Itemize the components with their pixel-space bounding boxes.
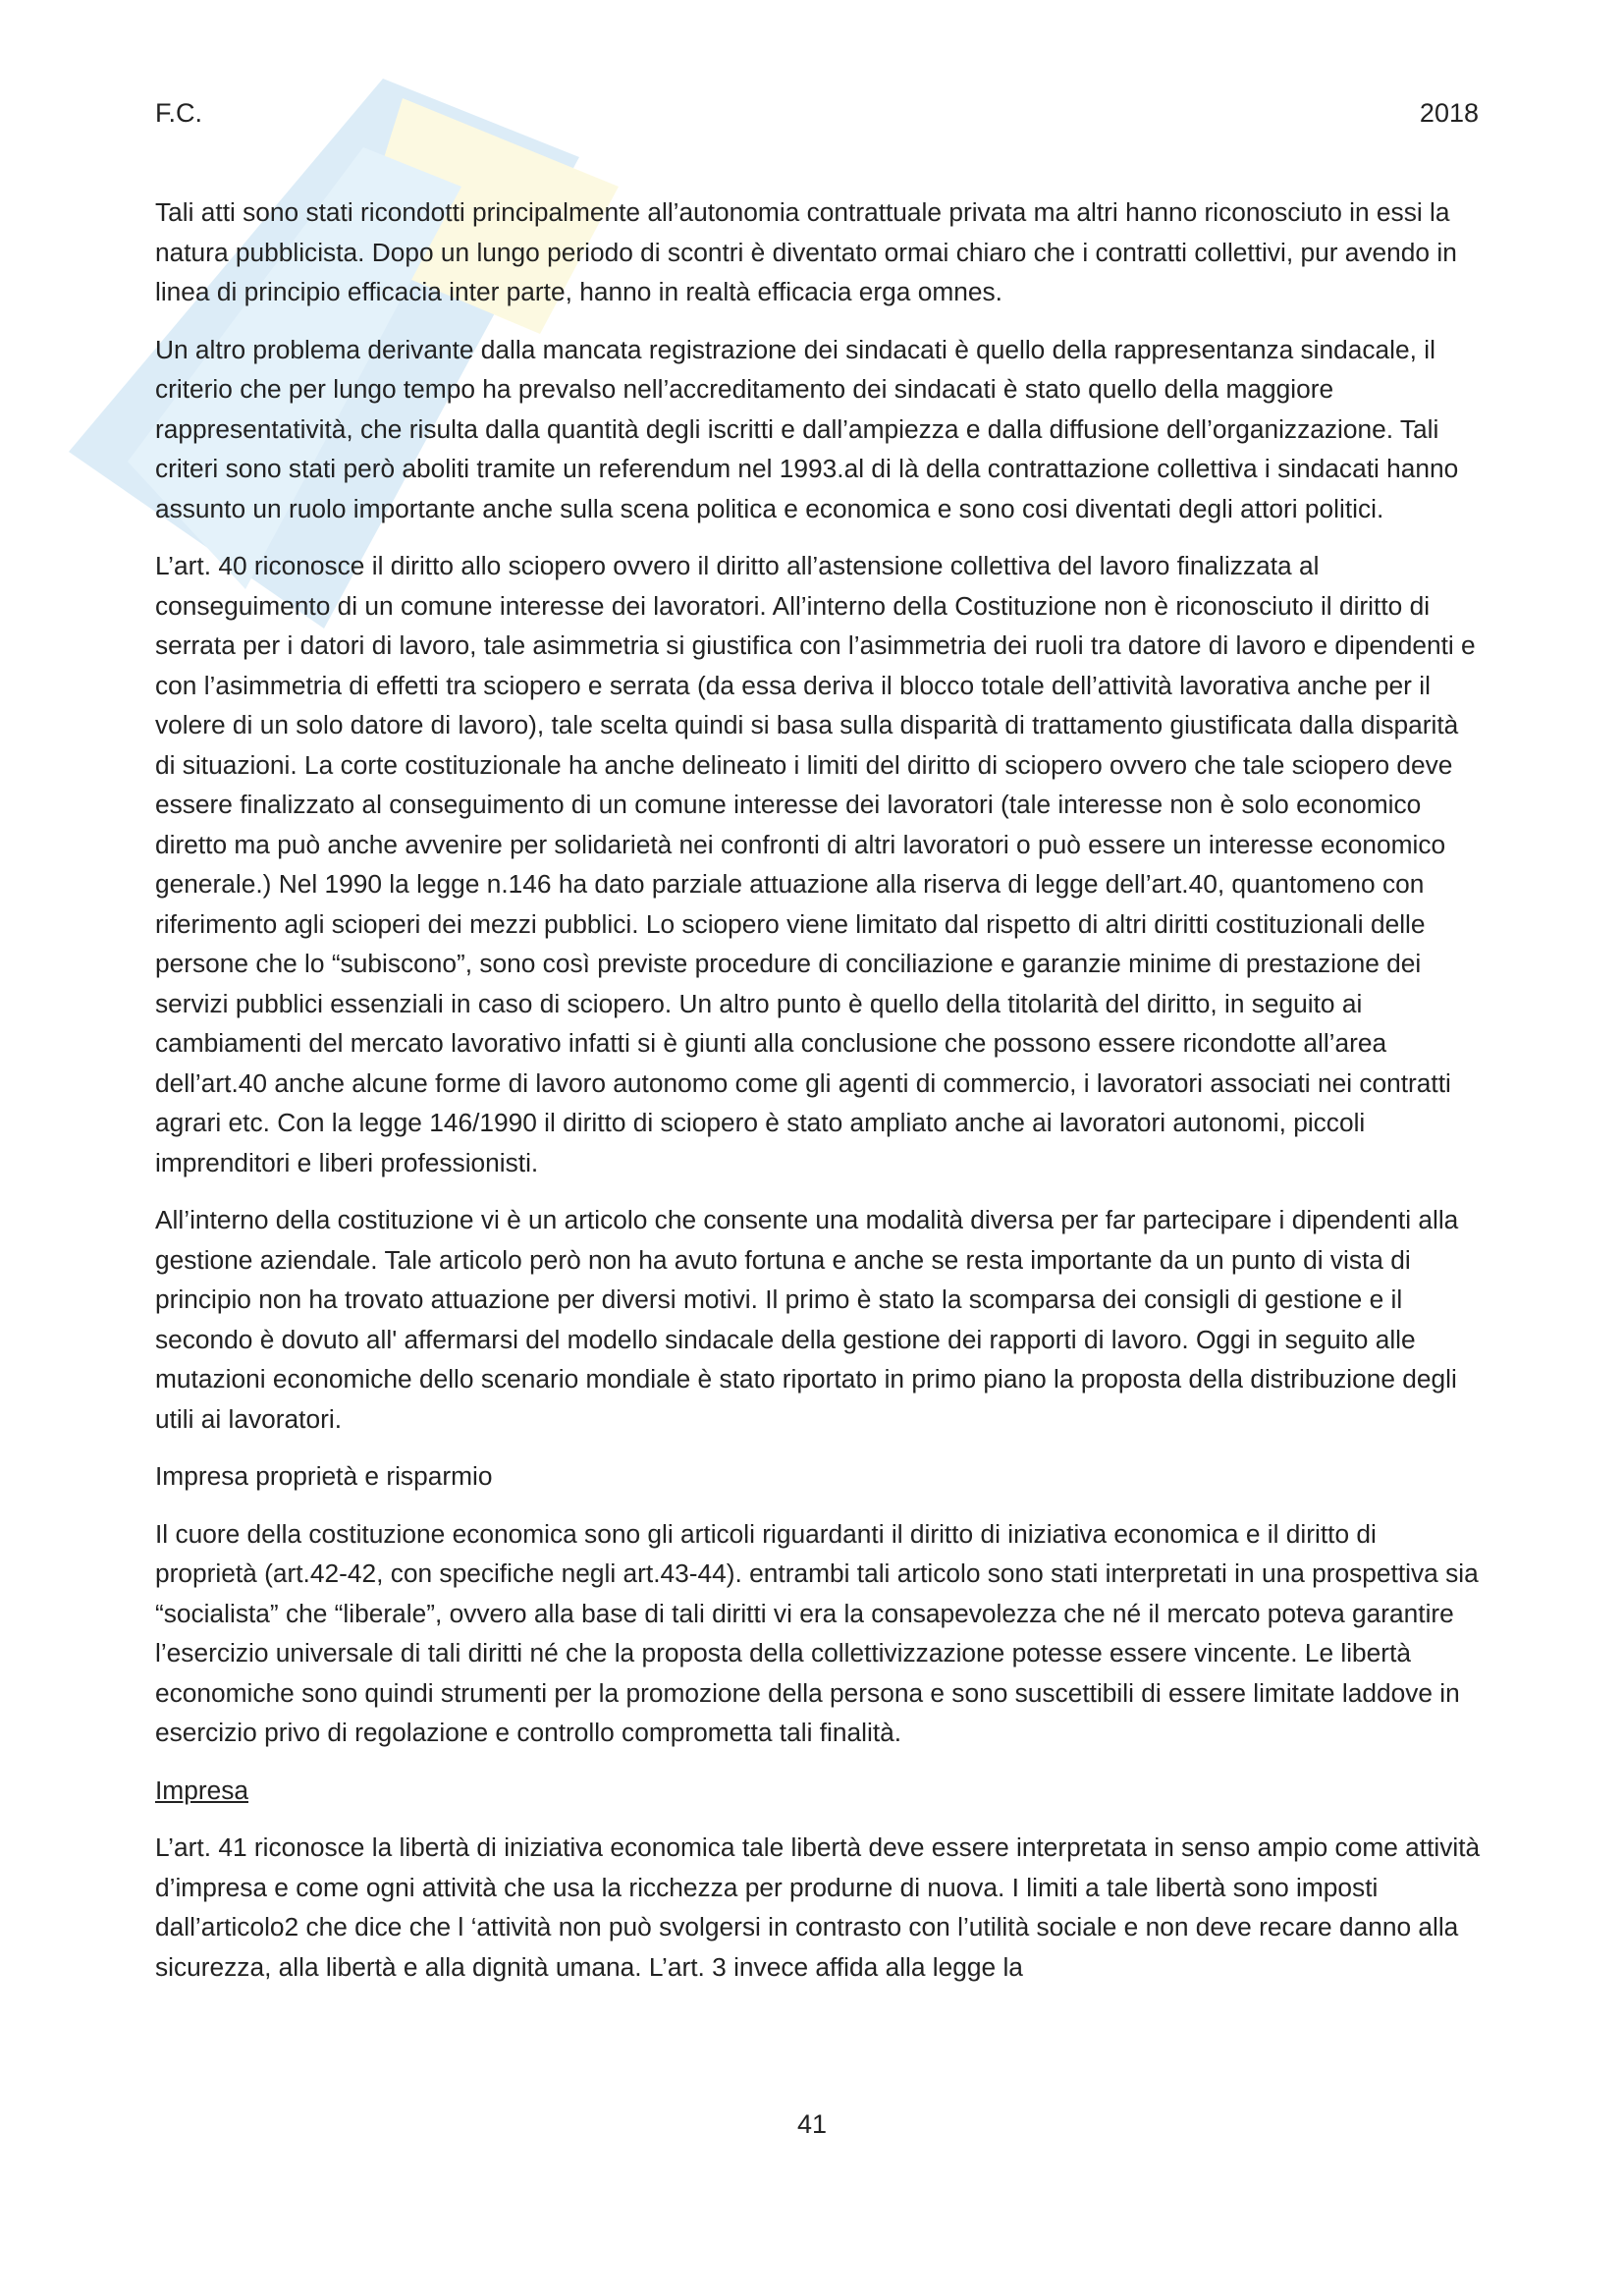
subheading-impresa: Impresa — [155, 1775, 248, 1805]
header-author: F.C. — [155, 98, 203, 128]
section-heading: Impresa proprietà e risparmio — [155, 1461, 493, 1491]
paragraph-impresa: L’art. 41 riconosce la libertà di iniziativa economica tale libertà deve essere interpretata in senso ampio come attività d’impresa e come ogni attività che usa la ricchezza per produrne di nuova. I limiti a tale libertà sono imposti dall’articolo2 che dice che l ‘attività non può svolgersi in contrasto con l’utilità sociale e non deve recare danno alla sicurezza, alla libertà e alla dignità umana. L’art. 3 invece affida alla legge la — [155, 1832, 1481, 1982]
page-number: 41 — [796, 2109, 828, 2139]
paragraph-atti: Tali atti sono stati ricondotti principalmente all’autonomia contrattuale privata ma altri hanno riconosciuto in essi la natura pubblicista. Dopo un lungo periodo di scontri è diventato ormai chiaro che i contratti collettivi, pur avendo in linea di principio efficacia inter parte, hanno in realtà efficacia erga omnes. — [155, 197, 1457, 306]
paragraph-cuore: Il cuore della costituzione economica sono gli articoli riguardanti il diritto di iniziativa economica e il diritto di proprietà (art.42-42, con specifiche negli art.43-44). entrambi tali articolo sono stati interpretati in una prospettiva sia “socialista” che “liberale”, ovvero alla base di tali diritti vi era la consapevolezza che né il mercato poteva garantire l’esercizio universale di tali diritti né che la proposta della collettivizzazione potesse essere vincente. Le libertà economiche sono quindi strumenti per la promozione della persona e sono suscettibili di essere limitate laddove in esercizio privo di regolazione e controllo comprometta tali finalità. — [155, 1518, 1479, 1747]
paragraph-rappresentanza: Un altro problema derivante dalla mancata registrazione dei sindacati è quello della rappresentanza sindacale, il criterio che per lungo tempo ha prevalso nell’accreditamento dei sindacati è stato quello della maggiore rappresentatività, che risulta dalla quantità degli iscritti e dall’ampiezza e dalla diffusione dell’organizzazione. Tali criteri sono stati però aboliti tramite un referendum nel 1993.al di là della contrattazione collettiva i sindacati hanno assunto un ruolo importante anche sulla scena politica e economica e sono cosi diventati degli attori politici. — [155, 334, 1459, 523]
page-body — [155, 192, 1483, 2004]
paragraph-gestione: All’interno della costituzione vi è un articolo che consente una modalità diversa per far partecipare i dipendenti alla gestione aziendale. Tale articolo però non ha avuto fortuna e anche se resta importante da un punto di vista di principio non ha trovato attuazione per diversi motivi. Il primo è stato la scomparsa dei consigli di gestione e il secondo è dovuto all' affermarsi del modello sindacale della gestione dei rapporti di lavoro. Oggi in seguito alle mutazioni economiche dello scenario mondiale è stato riportato in primo piano la proposta della distribuzione degli utili ai lavoratori. — [155, 1205, 1459, 1434]
header-year: 2018 — [1419, 98, 1479, 128]
paragraph-sciopero: L’art. 40 riconosce il diritto allo sciopero ovvero il diritto all’astensione collettiva del lavoro finalizzata al conseguimento di un comune interesse dei lavoratori. All’interno della Costituzione non è riconosciuto il diritto di serrata per i datori di lavoro, tale asimmetria si giustifica con l’asimmetria dei ruoli tra datore di lavoro e dipendenti e con l’asimmetria di effetti tra sciopero e serrata (da essa deriva il blocco totale dell’attività lavorativa anche per il volere di un solo datore di lavoro), tale scelta quindi si basa sulla disparità di trattamento giustificata dalla disparità di situazioni. La corte costituzionale ha anche delineato i limiti del diritto di sciopero ovvero che tale sciopero deve essere finalizzato al conseguimento di un comune interesse dei lavoratori (tale interesse non è solo economico diretto ma può anche avvenire per solidarietà nei confronti di altri lavoratori o può essere un interesse economico generale.) Nel 1990 la legge n.146 ha dato parziale attuazione alla riserva di legge dell’art.40, quantomeno con riferimento agli scioperi dei mezzi pubblici. Lo sciopero viene limitato dal rispetto di altri diritti costituzionali delle persone che lo “subiscono”, sono così previste procedure di conciliazione e garanzie minime di prestazione dei servizi pubblici essenziali in caso di sciopero. Un altro punto è quello della titolarità del diritto, in seguito ai cambiamenti del mercato lavorativo infatti si è giunti alla conclusione che possono essere ricondotte all’area dell’art.40 anche alcune forme di lavoro autonomo come gli agenti di commercio, i lavoratori associati nei contratti agrari etc. Con la legge 146/1990 il diritto di sciopero è stato ampliato anche ai lavoratori autonomi, piccoli imprenditori e liberi professionisti. — [155, 551, 1476, 1177]
